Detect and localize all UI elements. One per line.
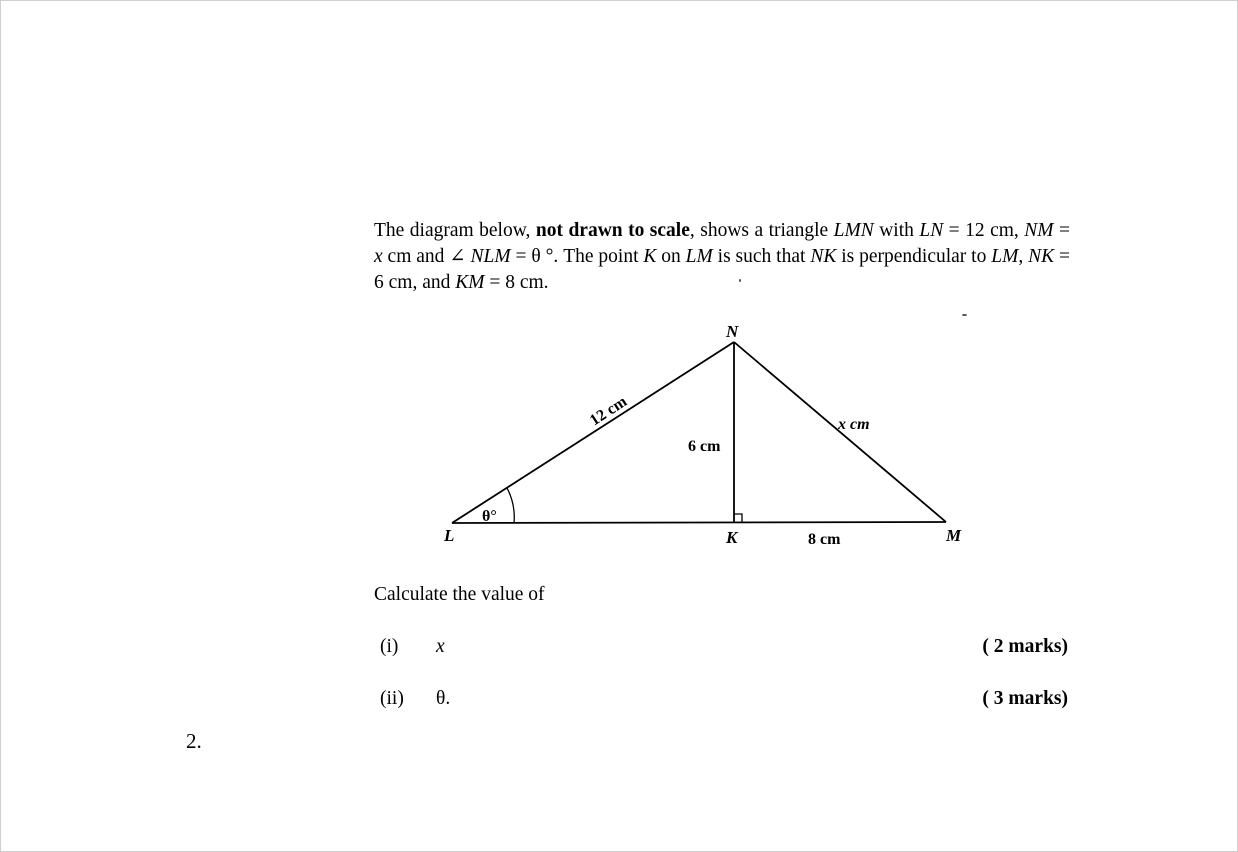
- part-variable: x: [436, 636, 445, 657]
- vertex-label-L: L: [444, 526, 455, 545]
- question-number: 2.: [186, 729, 202, 753]
- side-LN: [452, 342, 734, 523]
- side-label-KM: 8 cm: [808, 531, 841, 548]
- side-label-LN: 12 cm: [586, 393, 631, 430]
- part-number: (ii): [380, 688, 404, 709]
- question-part-ii: [374, 688, 1068, 714]
- scan-speck: [739, 279, 741, 282]
- angle-label-theta: θ°: [482, 508, 497, 525]
- marks-label: ( 3 marks): [982, 688, 1068, 709]
- not-to-scale-note: not drawn to scale: [535, 220, 690, 241]
- problem-statement: The diagram below, not drawn to scale, shows a triangle LMN with LN = 12 cm, NM = x cm and ∠ NLM = θ °. The point K on LM is such that NK is perpendicular to LM, NK = 6 cm, and KM = 8 cm.: [374, 220, 1071, 293]
- vertex-label-M: M: [946, 526, 962, 545]
- angle-theta-arc: [507, 488, 514, 523]
- part-variable: θ.: [436, 688, 451, 709]
- scan-speck: [962, 314, 967, 316]
- side-label-NK: 6 cm: [688, 438, 721, 455]
- question-part-i: [374, 636, 1068, 662]
- side-LM: [452, 522, 946, 523]
- part-number: (i): [380, 636, 399, 657]
- marks-label: ( 2 marks): [982, 636, 1068, 657]
- vertex-label-N: N: [726, 322, 739, 341]
- side-label-NM: x cm: [838, 416, 870, 433]
- calculate-prompt: Calculate the value of: [374, 584, 545, 605]
- vertex-label-K: K: [726, 528, 738, 547]
